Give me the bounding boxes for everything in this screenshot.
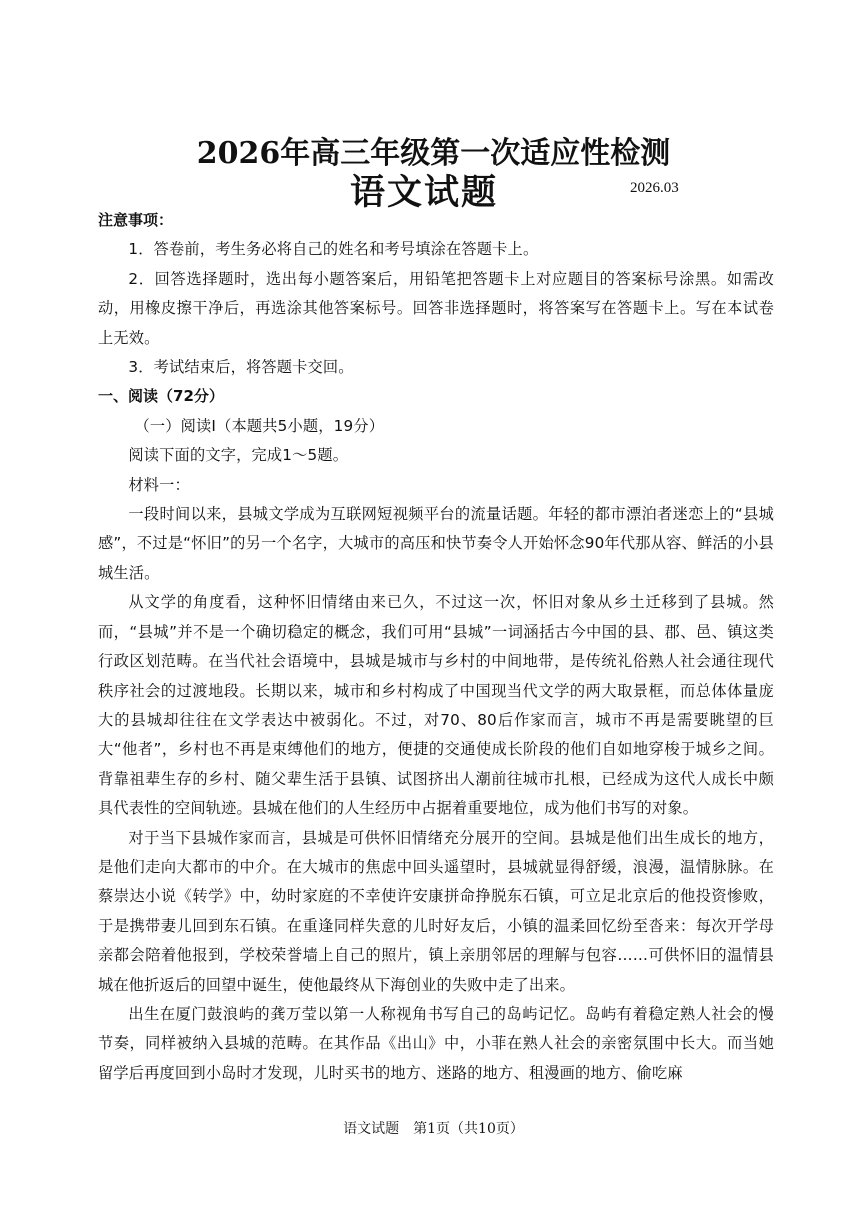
paragraph-4: 出生在厦门鼓浪屿的龚万莹以第一人称视角书写自己的岛屿记忆。岛屿有着稳定熟人社会的慢节奏，同样被纳入县城的范畴。在其作品《出山》中，小菲在熟人社会的亲密氛围中长大。而当她留学后再度回到小岛时才发现，儿时买书的地方、迷路的地方、租漫画的地方、偷吃麻 [98, 1004, 774, 1082]
exam-subject-title: 语文试题 [350, 172, 499, 213]
material-label: 材料一： [128, 475, 190, 494]
notes-heading: 注意事项： [98, 211, 174, 229]
paragraph-3: 对于当下县城作家而言，县城是可供怀旧情绪充分展开的空间。县城是他们出生成长的地方，是他们走向大都市的中介。在大城市的焦虑中回头遥望时，县城就显得舒缓，浪漫，温情脉脉。在蔡崇达小说《转学》中，幼时家庭的不幸使许安康拼命挣脱东石镇，可立足北京后的他投资惨败，于是携带妻儿回到东石镇。在重逢同样失意的儿时好友后，小镇的温柔回忆纷至沓来：每次开学母亲都会陪着他报到，学校荣誉墙上自己的照片，镇上亲朋邻居的理解与包容……可供怀旧的温情县城在他折返后的回望中诞生，使他最终从下海创业的失败中走了出来。 [98, 828, 774, 994]
note-item-2: 2．回答选择题时，选出每小题答案后，用铅笔把答题卡上对应题目的答案标号涂黑。如需改动，用橡皮擦干净后，再选涂其他答案标号。回答非选择题时，将答案写在答题卡上。写在本试卷上无效。 [98, 269, 774, 347]
exam-date: 2026.03 [630, 180, 679, 196]
paragraph-2: 从文学的角度看，这种怀旧情绪由来已久，不过这一次，怀旧对象从乡土迁移到了县城。然而，“县城”并不是一个确切稳定的概念，我们可用“县城”一词涵括古今中国的县、郡、邑、镇这类行政区划范畴。在当代社会语境中，县城是城市与乡村的中间地带，是传统礼俗熟人社会通往现代秩序社会的过渡地段。长期以来，城市和乡村构成了中国现当代文学的两大取景框，而总体体量庞大的县城却往往在文学表达中被弱化。不过，对70、80后作家而言，城市不再是需要眺望的巨大“他者”，乡村也不再是束缚他们的地方，便捷的交通使成长阶段的他们自如地穿梭于城乡之间。背靠祖辈生存的乡村、随父辈生活于县镇、试图挤出人潮前往城市扎根，已经成为这代人成长中颇具代表性的空间轨迹。县城在他们的人生经历中占据着重要地位，成为他们书写的对象。 [98, 593, 774, 818]
paragraph-1: 一段时间以来，县城文学成为互联网短视频平台的流量话题。年轻的都市漂泊者迷恋上的“县城感”，不过是“怀旧”的另一个名字，大城市的高压和快节奏令人开始怀念90年代那从容、鲜活的小县城生活。 [98, 505, 774, 582]
section-subheading: （一）阅读Ⅰ（本题共5小题，19分） [134, 416, 385, 435]
note-item-1: 1．答卷前，考生务必将自己的姓名和考号填涂在答题卡上。 [128, 240, 539, 259]
exam-title: 2026年高三年级第一次适应性检测 [196, 136, 671, 171]
note-item-3: 3．考试结束后，将答题卡交回。 [128, 358, 354, 377]
page-footer: 语文试题 第1页（共10页） [343, 1121, 524, 1137]
exam-content [98, 206, 774, 1088]
section-heading: 一、阅读（72分） [98, 387, 224, 406]
reading-instruction: 阅读下面的文字，完成1～5题。 [128, 446, 349, 465]
